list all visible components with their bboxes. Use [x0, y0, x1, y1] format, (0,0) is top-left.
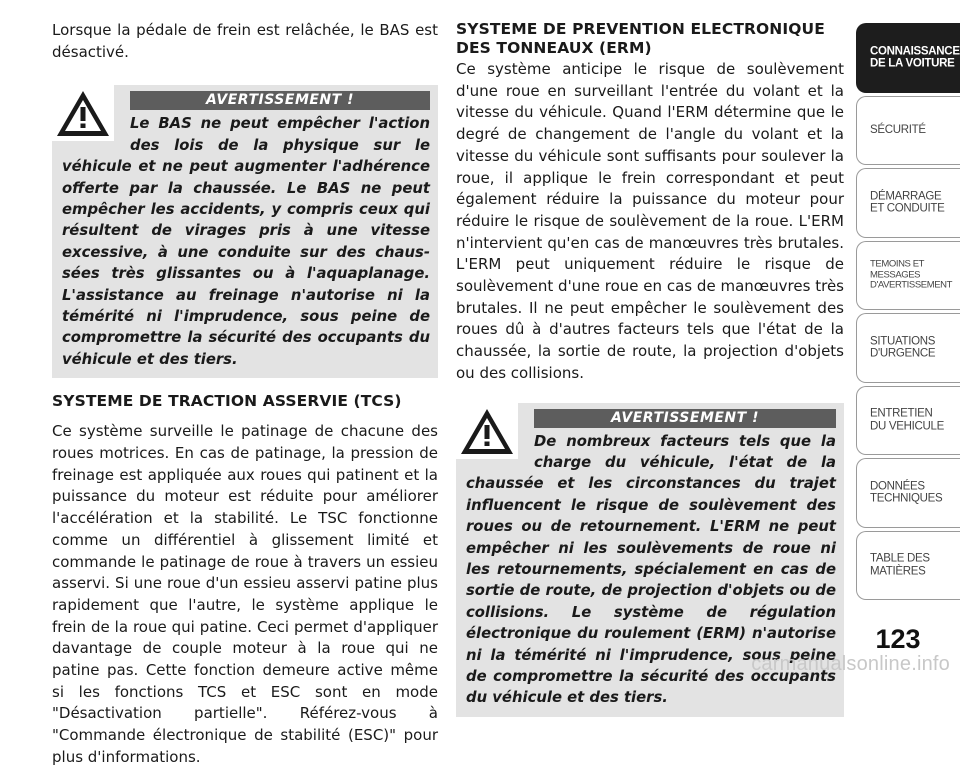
left-column — [52, 20, 438, 769]
tab-label: DÉMARRAGE ET CONDUITE — [870, 190, 945, 215]
tab-label: ENTRETIEN DU VEHICULE — [870, 407, 945, 433]
section-heading-erm: SYSTEME DE PREVENTION ELECTRONIQUE DES TONNEAUX (ERM) — [456, 20, 825, 57]
tab-label: TABLE DES MATIÈRES — [870, 552, 930, 578]
tcs-paragraph: Ce système surveille le patinage de chacune des roues motrices. En cas de patinage, la pression de freinage est appliquée aux roues qui patinent et la puissance du moteur est réduite pour améliorer l'accélération et la stabilité. Le TSC fonctionne comme un différentiel à glissement limité et commande le patinage de roue à travers un essieu asservi. Si une roue d'un essieu asservi patine plus rapidement que l'autre, le système applique le frein de la roue qui patine. Ceci permet d'appliquer davantage de couple moteur à la roue qui ne patine pas. Cette fonction demeure active même si les fonctions TCS et ESC sont en mode "Désactivation partielle". Référez-vous à "Commande électronique de stabilité (ESC)" pour plus d'informations. — [52, 422, 438, 766]
tab-situations-d-urgence[interactable] — [856, 313, 960, 383]
warning-triangle-icon — [456, 403, 518, 459]
warning-triangle-icon — [52, 85, 114, 141]
page-number: 123 — [875, 624, 921, 654]
intro-paragraph: Lorsque la pédale de frein est relâchée, le BAS est désactivé. — [52, 21, 438, 61]
tab-label: SITUATIONS D'URGENCE — [870, 335, 936, 360]
tab-demarrage-et-conduite[interactable] — [856, 168, 960, 238]
erm-paragraph: Ce système anticipe le risque de soulèvement d'une roue en surveillant l'entrée du volant et la vitesse du véhicule. Quand l'ERM détermine que le degré de changement de l'angle du volant et la vitesse du véhicule sont suffisants pour soulever la roue, il applique le frein correspondant et peut également réduire la puissance du moteur pour réduire le risque de soulèvement de la roue. L'ERM n'intervient qu'en cas de manœuvres très brutales. L'ERM peut uniquement réduire le risque de soulèvement d'une roue en cas de manœuvres très brutales. Il ne peut empêcher le soulèvement des roues dû à d'autres facteurs tels que l'état de la chaussée, la sortie de route, la projection d'objets ou des collisions. — [456, 60, 844, 382]
tab-securite[interactable] — [856, 96, 960, 166]
tab-temoins-et-messages[interactable] — [856, 241, 960, 311]
tab-donnees-techniques[interactable] — [856, 458, 960, 528]
tab-connaissance-de-la-voiture[interactable] — [856, 23, 960, 93]
warning-text: Le BAS ne peut empêcher l'action des lois de la physique sur le véhicule et ne peut augmenter l'adhérence offerte par la chaussée. Le BAS ne peut empêcher les accidents, y compris ceux qui résultent de virages pris à une vitesse excessive, à une conduite sur des chaussées très glissantes ou à l'aquaplanage. L'assistance au freinage n'autorise ni la témérité ni l'imprudence, sous peine de compromettre la sécurité des occupants du véhicule et des tiers. — [62, 115, 430, 368]
section-heading-tcs: SYSTEME DE TRACTION ASSERVIE (TCS) — [52, 392, 402, 411]
warning-banner: AVERTISSEMENT ! — [130, 91, 430, 110]
tab-table-des-matieres[interactable] — [856, 531, 960, 601]
tab-label: DONNÉES TECHNIQUES — [870, 480, 943, 505]
tab-label: SÉCURITÉ — [870, 124, 926, 136]
tab-label: TEMOINS ET MESSAGES D'AVERTISSEMENT — [870, 258, 953, 291]
right-column — [456, 20, 844, 717]
warning-banner: AVERTISSEMENT ! — [534, 409, 836, 428]
tab-label: CONNAISSANCE DE LA VOITURE — [870, 45, 960, 70]
warning-text: De nombreux facteurs tels que la charge du véhicule, l'état de la chaussée et les circonstances du trajet influencent le risque de soulèvement des roues ou de retournement. L'ERM ne peut empêcher ni les soulèvements de roue ni les retournements, spécialement en cas de sortie de route, de projection d'objets ou de collisions. Le système de régulation électronique du roulement (ERM) n'autorise ni la témérité ni l'imprudence, sous peine de compromettre la sécurité des occupants du véhicule et des tiers. — [466, 432, 836, 707]
watermark: carmanualsonline.info — [751, 653, 950, 675]
warning-box-bas — [52, 85, 438, 378]
chapter-sidebar — [856, 23, 960, 603]
tab-entretien-du-vehicule[interactable] — [856, 386, 960, 456]
